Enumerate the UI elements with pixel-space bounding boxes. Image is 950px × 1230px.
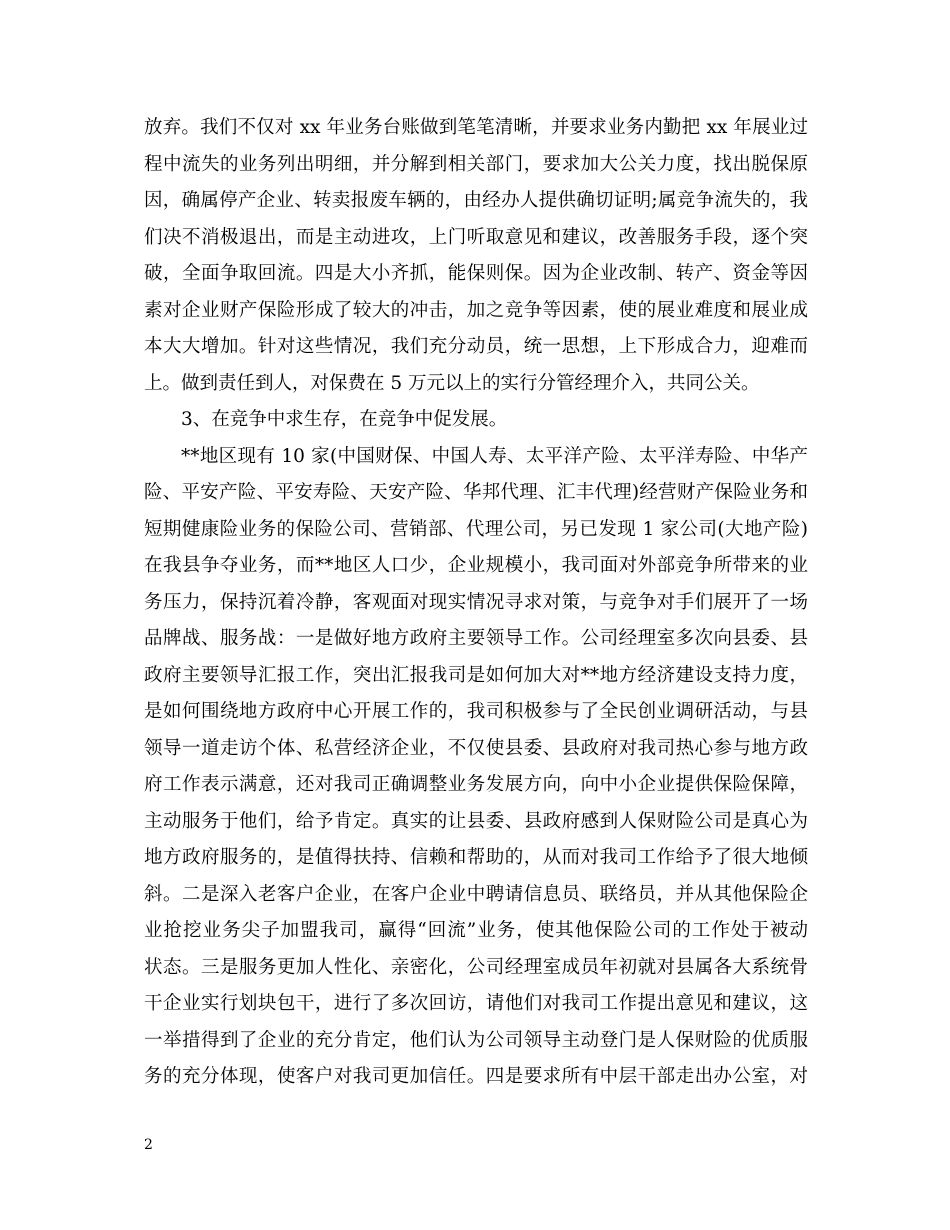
- text-line: 险、平安产险、平安寿险、天安产险、华邦代理、汇丰代理)经营财产保险业务和: [144, 482, 808, 503]
- text-line: 破，全面争取回流。四是大小齐抓，能保则保。因为企业改制、转产、资金等因: [144, 263, 808, 284]
- text-line: 放弃。我们不仅对 xx 年业务台账做到笔笔清晰，并要求业务内勤把 xx 年展业过: [144, 117, 808, 138]
- text-line: 短期健康险业务的保险公司、营销部、代理公司，另已发现 1 家公司(大地产险): [144, 518, 808, 540]
- text-line: 务压力，保持沉着冷静，客观面对现实情况寻求对策，与竞争对手们展开了一场: [144, 591, 808, 613]
- text-line: 干企业实行划块包干，进行了多次回访，请他们对我司工作提出意见和建议，这: [144, 993, 808, 1014]
- text-line: 们决不消极退出，而是主动进攻，上门听取意见和建议，改善服务手段，逐个突: [144, 226, 808, 248]
- page-number: 2: [144, 1137, 153, 1153]
- text-line: 政府主要领导汇报工作，突出汇报我司是如何加大对**地方经济建设支持力度，: [144, 664, 808, 686]
- text-line: 程中流失的业务列出明细，并分解到相关部门，要求加大公关力度，找出脱保原: [144, 153, 808, 175]
- text-line: 本大大增加。针对这些情况，我们充分动员，统一思想，上下形成合力，迎难而: [144, 336, 808, 357]
- text-line: 业抢挖业务尖子加盟我司，赢得“回流”业务，使其他保险公司的工作处于被动: [144, 920, 808, 941]
- text-line: 状态。三是服务更加人性化、亲密化，公司经理室成员年初就对县属各大系统骨: [144, 956, 808, 978]
- text-line: 府工作表示满意，还对我司正确调整业务发展方向，向中小企业提供保险保障，: [144, 774, 808, 795]
- text-line: 领导一道走访个体、私营经济企业，不仅使县委、县政府对我司热心参与地方政: [144, 737, 808, 759]
- text-line: 地方政府服务的，是值得扶持、信赖和帮助的，从而对我司工作给予了很大地倾: [144, 847, 808, 868]
- body-text: [144, 110, 808, 1096]
- text-line: 务的充分体现，使客户对我司更加信任。四是要求所有中层干部走出办公室，对: [144, 1066, 808, 1087]
- text-line: 品牌战、服务战：一是做好地方政府主要领导工作。公司经理室多次向县委、县: [144, 628, 808, 649]
- text-line: 在我县争夺业务，而**地区人口少，企业规模小，我司面对外部竞争所带来的业: [144, 555, 808, 576]
- text-line: 上。做到责任到人，对保费在 5 万元以上的实行分管经理介入，共同公关。: [144, 372, 760, 394]
- text-line: 素对企业财产保险形成了较大的冲击，加之竞争等因素，使的展业难度和展业成: [144, 299, 808, 321]
- text-line: 是如何围绕地方政府中心开展工作的，我司积极参与了全民创业调研活动，与县: [144, 701, 808, 722]
- text-line: **地区现有 10 家(中国财保、中国人寿、太平洋产险、太平洋寿险、中华产: [181, 445, 808, 467]
- section-heading: 3、在竞争中求生存，在竞争中促发展。: [181, 409, 508, 430]
- text-line: 一举措得到了企业的充分肯定，他们认为公司领导主动登门是人保财险的优质服: [144, 1029, 808, 1051]
- text-line: 主动服务于他们，给予肯定。真实的让县委、县政府感到人保财险公司是真心为: [144, 810, 808, 832]
- text-line: 斜。二是深入老客户企业，在客户企业中聘请信息员、联络员，并从其他保险企: [144, 883, 808, 905]
- text-line: 因，确属停产企业、转卖报废车辆的，由经办人提供确切证明;属竞争流失的，我: [144, 190, 808, 211]
